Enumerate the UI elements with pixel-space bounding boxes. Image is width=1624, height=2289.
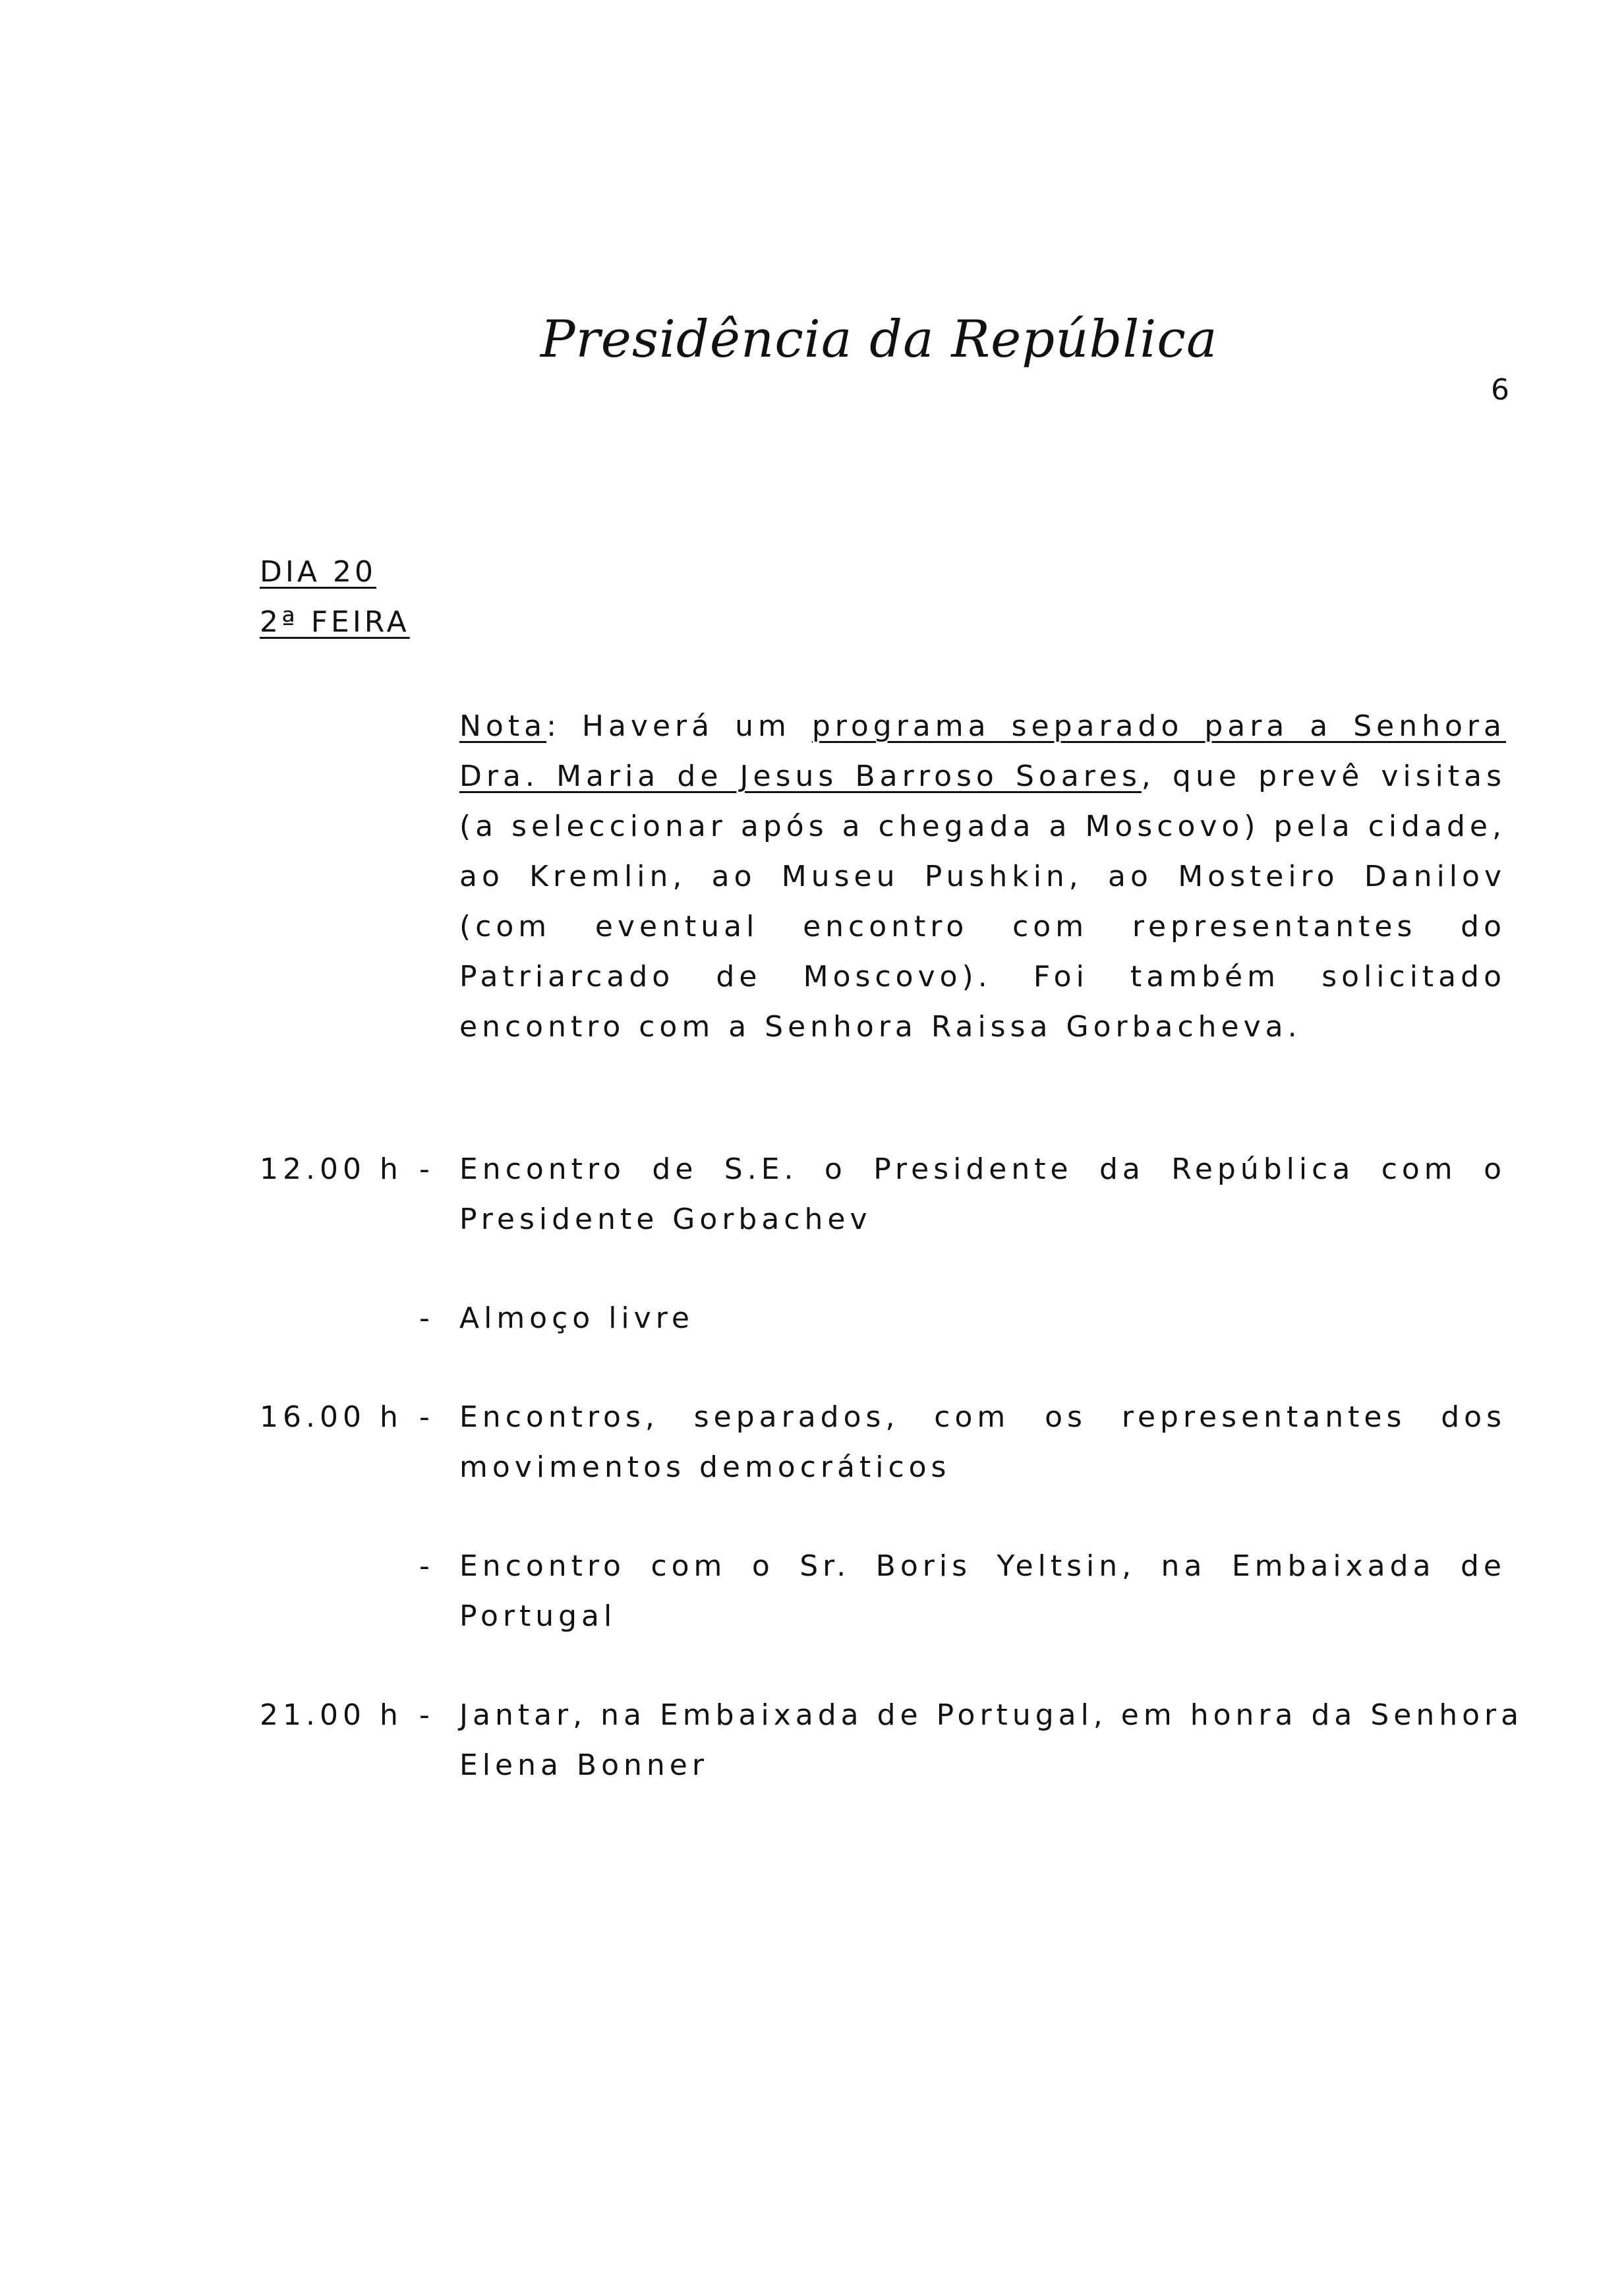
note-text-underlined: Dra. Maria de Jesus Barroso Soares: [459, 759, 1142, 793]
schedule-text: Encontros, separados, com os representantes dos: [459, 1400, 1506, 1434]
day-date: DIA 20: [260, 555, 376, 589]
schedule-dash: -: [419, 1400, 430, 1434]
day-weekday: 2ª FEIRA: [260, 605, 410, 639]
note-line: (a seleccionar após a chegada a Moscovo) pela cidade,: [459, 810, 1506, 843]
schedule-text: Encontro de S.E. o Presidente da República com o: [459, 1152, 1506, 1186]
note-line: [459, 759, 1506, 793]
note-line: [459, 709, 1506, 743]
schedule-dash: -: [419, 1301, 430, 1335]
schedule-time: 21.00 h: [260, 1698, 403, 1732]
note-label: Nota: [459, 709, 547, 743]
schedule-text: Portugal: [459, 1599, 617, 1633]
schedule-time: 16.00 h: [260, 1400, 403, 1434]
schedule-dash: -: [419, 1549, 430, 1583]
schedule-dash: -: [419, 1152, 430, 1186]
schedule-text: Jantar, na Embaixada de Portugal, em honra da Senhora: [459, 1698, 1524, 1732]
schedule-text: Presidente Gorbachev: [459, 1203, 872, 1236]
page-number: 6: [1491, 373, 1509, 407]
note-text: : Haverá um: [546, 709, 812, 743]
note-line: ao Kremlin, ao Museu Pushkin, ao Mosteiro Danilov: [459, 860, 1506, 893]
letterhead: Presidência da República: [540, 310, 1218, 369]
schedule-time: 12.00 h: [260, 1152, 403, 1186]
schedule-text: Almoço livre: [459, 1301, 694, 1335]
schedule-text: Elena Bonner: [459, 1748, 709, 1782]
schedule-text: movimentos democráticos: [459, 1450, 951, 1484]
note-line: encontro com a Senhora Raissa Gorbacheva.: [459, 1010, 1302, 1044]
schedule-dash: -: [419, 1698, 430, 1732]
note-line: (com eventual encontro com representantes do: [459, 910, 1506, 943]
note-text-underlined: programa separado para a Senhora: [811, 709, 1506, 743]
schedule-text: Encontro com o Sr. Boris Yeltsin, na Embaixada de: [459, 1549, 1506, 1583]
note-line: Patriarcado de Moscovo). Foi também solicitado: [459, 960, 1506, 994]
note-text: , que prevê visitas: [1141, 759, 1506, 793]
